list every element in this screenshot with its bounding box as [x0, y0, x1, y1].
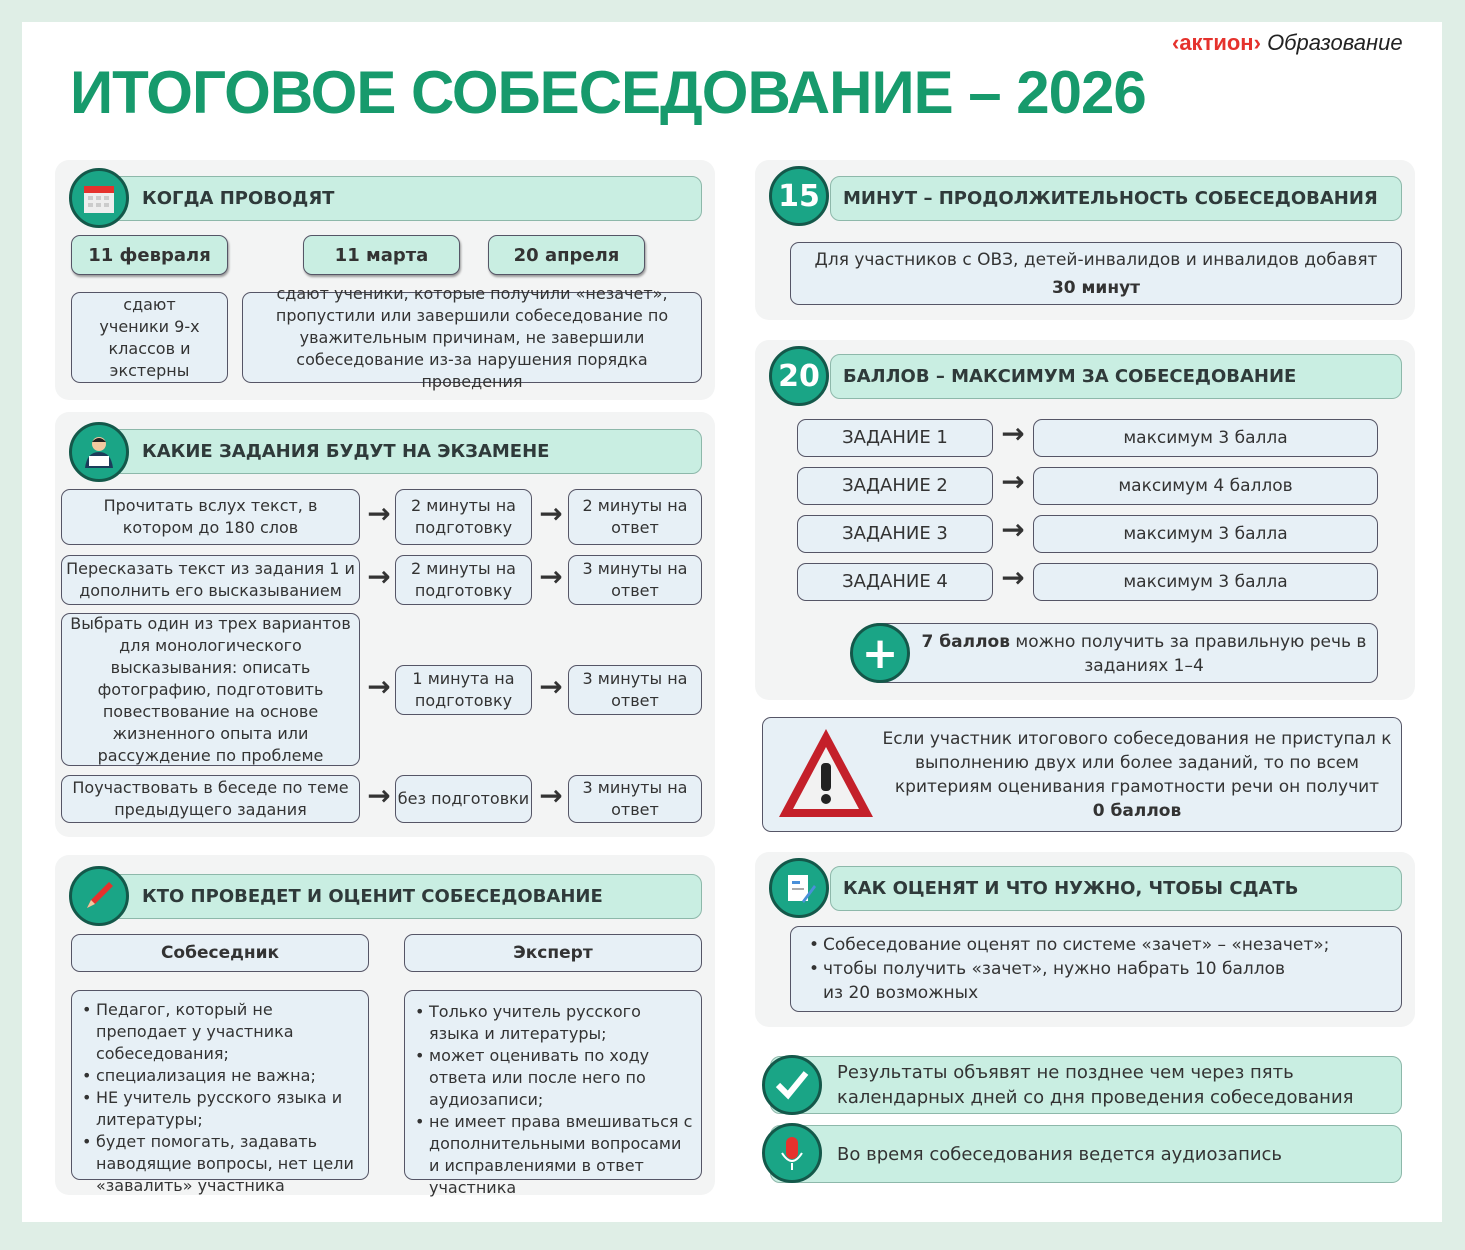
answer-time: 3 минуты на ответ: [568, 555, 702, 605]
eval-header: КАК ОЦЕНЯТ И ЧТО НУЖНО, ЧТОБЫ СДАТЬ: [830, 866, 1402, 911]
checkmark-icon: [762, 1055, 822, 1115]
document-edit-icon: [769, 858, 829, 918]
date-3: 20 апреля: [488, 235, 645, 275]
warning-icon: [775, 725, 877, 827]
list-item: • не имеет права вмешиваться с дополнительными вопросами и исправлениями в ответ участника: [429, 1111, 693, 1199]
list-item: • Только учитель русского языка и литературы;: [429, 1001, 693, 1045]
list-item: • Собеседование оценят по системе «зачет» – «незачет»;: [823, 933, 1393, 957]
eval-list: [790, 926, 1402, 1012]
when-note-2: сдают ученики, которые получили «незачет», пропустили или завершили собеседование по уважительным причинам, не завершили собеседование из-за нарушения порядка проведения: [242, 292, 702, 383]
expert-list: [404, 990, 702, 1197]
arrow-right-icon: →: [539, 560, 563, 593]
bonus-note: 7 баллов можно получить за правильную речь в заданиях 1–4: [870, 623, 1378, 683]
answer-time: 3 минуты на ответ: [568, 665, 702, 715]
results-note: Результаты объявят не позднее чем через пять календарных дней со дня проведения собеседования: [770, 1056, 1402, 1114]
duration-note: Для участников с ОВЗ, детей-инвалидов и инвалидов добавят 30 минут: [790, 242, 1402, 305]
task-description: Пересказать текст из задания 1 и дополнить его высказыванием: [61, 555, 360, 605]
arrow-right-icon: →: [1001, 561, 1025, 594]
task-label: ЗАДАНИЕ 4: [797, 563, 993, 601]
points-header: БАЛЛОВ – МАКСИМУМ ЗА СОБЕСЕДОВАНИЕ: [830, 354, 1402, 399]
list-item: • НЕ учитель русского языка и литературы;: [96, 1087, 360, 1131]
task-max-points: максимум 3 балла: [1033, 515, 1378, 553]
task-max-points: максимум 4 баллов: [1033, 467, 1378, 505]
tasks-header: КАКИЕ ЗАДАНИЯ БУДУТ НА ЭКЗАМЕНЕ: [95, 429, 702, 474]
arrow-right-icon: →: [539, 779, 563, 812]
prep-time: без подготовки: [395, 775, 532, 823]
pencil-icon: [69, 866, 129, 926]
calendar-icon: [69, 168, 129, 228]
arrow-right-icon: →: [367, 497, 391, 530]
prep-time: 2 минуты на подготовку: [395, 555, 532, 605]
task-description: Поучаствовать в беседе по теме предыдущего задания: [61, 775, 360, 823]
warning-box: Если участник итогового собеседования не приступал к выполнению двух или более заданий, то по всем критериям оценивания грамотности речи он получит 0 баллов: [762, 717, 1402, 832]
task-max-points: максимум 3 балла: [1033, 419, 1378, 457]
arrow-right-icon: →: [1001, 465, 1025, 498]
when-note-1: сдают ученики 9-х классов и экстерны: [71, 292, 228, 383]
who-header: КТО ПРОВЕДЕТ И ОЦЕНИТ СОБЕСЕДОВАНИЕ: [95, 874, 702, 919]
plus-icon: +: [850, 623, 910, 683]
student-reading-icon: [69, 422, 129, 482]
task-description: Прочитать вслух текст, в котором до 180 слов: [61, 489, 360, 545]
interlocutor-list: [71, 990, 369, 1195]
arrow-right-icon: →: [367, 779, 391, 812]
arrow-right-icon: →: [539, 497, 563, 530]
answer-time: 2 минуты на ответ: [568, 489, 702, 545]
list-item: • будет помогать, задавать наводящие вопросы, нет цели «завалить» участника: [96, 1131, 360, 1197]
task-description: Выбрать один из трех вариантов для монологического высказывания: описать фотографию, подготовить повествование на основе жизненного опыта или рассуждение по проблеме: [61, 613, 360, 766]
duration-header: МИНУТ – ПРОДОЛЖИТЕЛЬНОСТЬ СОБЕСЕДОВАНИЯ: [830, 176, 1402, 221]
list-item: • Педагог, который не преподает у участника собеседования;: [96, 999, 360, 1065]
prep-time: 2 минуты на подготовку: [395, 489, 532, 545]
page-title: ИТОГОВОЕ СОБЕСЕДОВАНИЕ – 2026: [70, 59, 1146, 126]
interlocutor-title: Собеседник: [71, 934, 369, 972]
points-number: 20: [769, 346, 829, 406]
task-max-points: максимум 3 балла: [1033, 563, 1378, 601]
date-1: 11 февраля: [71, 235, 228, 275]
audio-note: Во время собеседования ведется аудиозапись: [770, 1125, 1402, 1183]
list-item: • специализация не важна;: [96, 1065, 360, 1087]
microphone-icon: [762, 1123, 822, 1183]
arrow-right-icon: →: [367, 670, 391, 703]
list-item: • может оценивать по ходу ответа или после него по аудиозаписи;: [429, 1045, 693, 1111]
expert-title: Эксперт: [404, 934, 702, 972]
task-label: ЗАДАНИЕ 2: [797, 467, 993, 505]
task-label: ЗАДАНИЕ 1: [797, 419, 993, 457]
duration-number: 15: [769, 166, 829, 226]
arrow-right-icon: →: [1001, 513, 1025, 546]
when-header: КОГДА ПРОВОДЯТ: [95, 176, 702, 221]
date-2: 11 марта: [303, 235, 460, 275]
arrow-right-icon: →: [367, 560, 391, 593]
answer-time: 3 минуты на ответ: [568, 775, 702, 823]
arrow-right-icon: →: [1001, 417, 1025, 450]
prep-time: 1 минута на подготовку: [395, 665, 532, 715]
arrow-right-icon: →: [539, 670, 563, 703]
task-label: ЗАДАНИЕ 3: [797, 515, 993, 553]
logo: ‹актион› Образование: [1172, 30, 1403, 55]
list-item: • чтобы получить «зачет», нужно набрать 10 баллов из 20 возможных: [823, 957, 1393, 1005]
